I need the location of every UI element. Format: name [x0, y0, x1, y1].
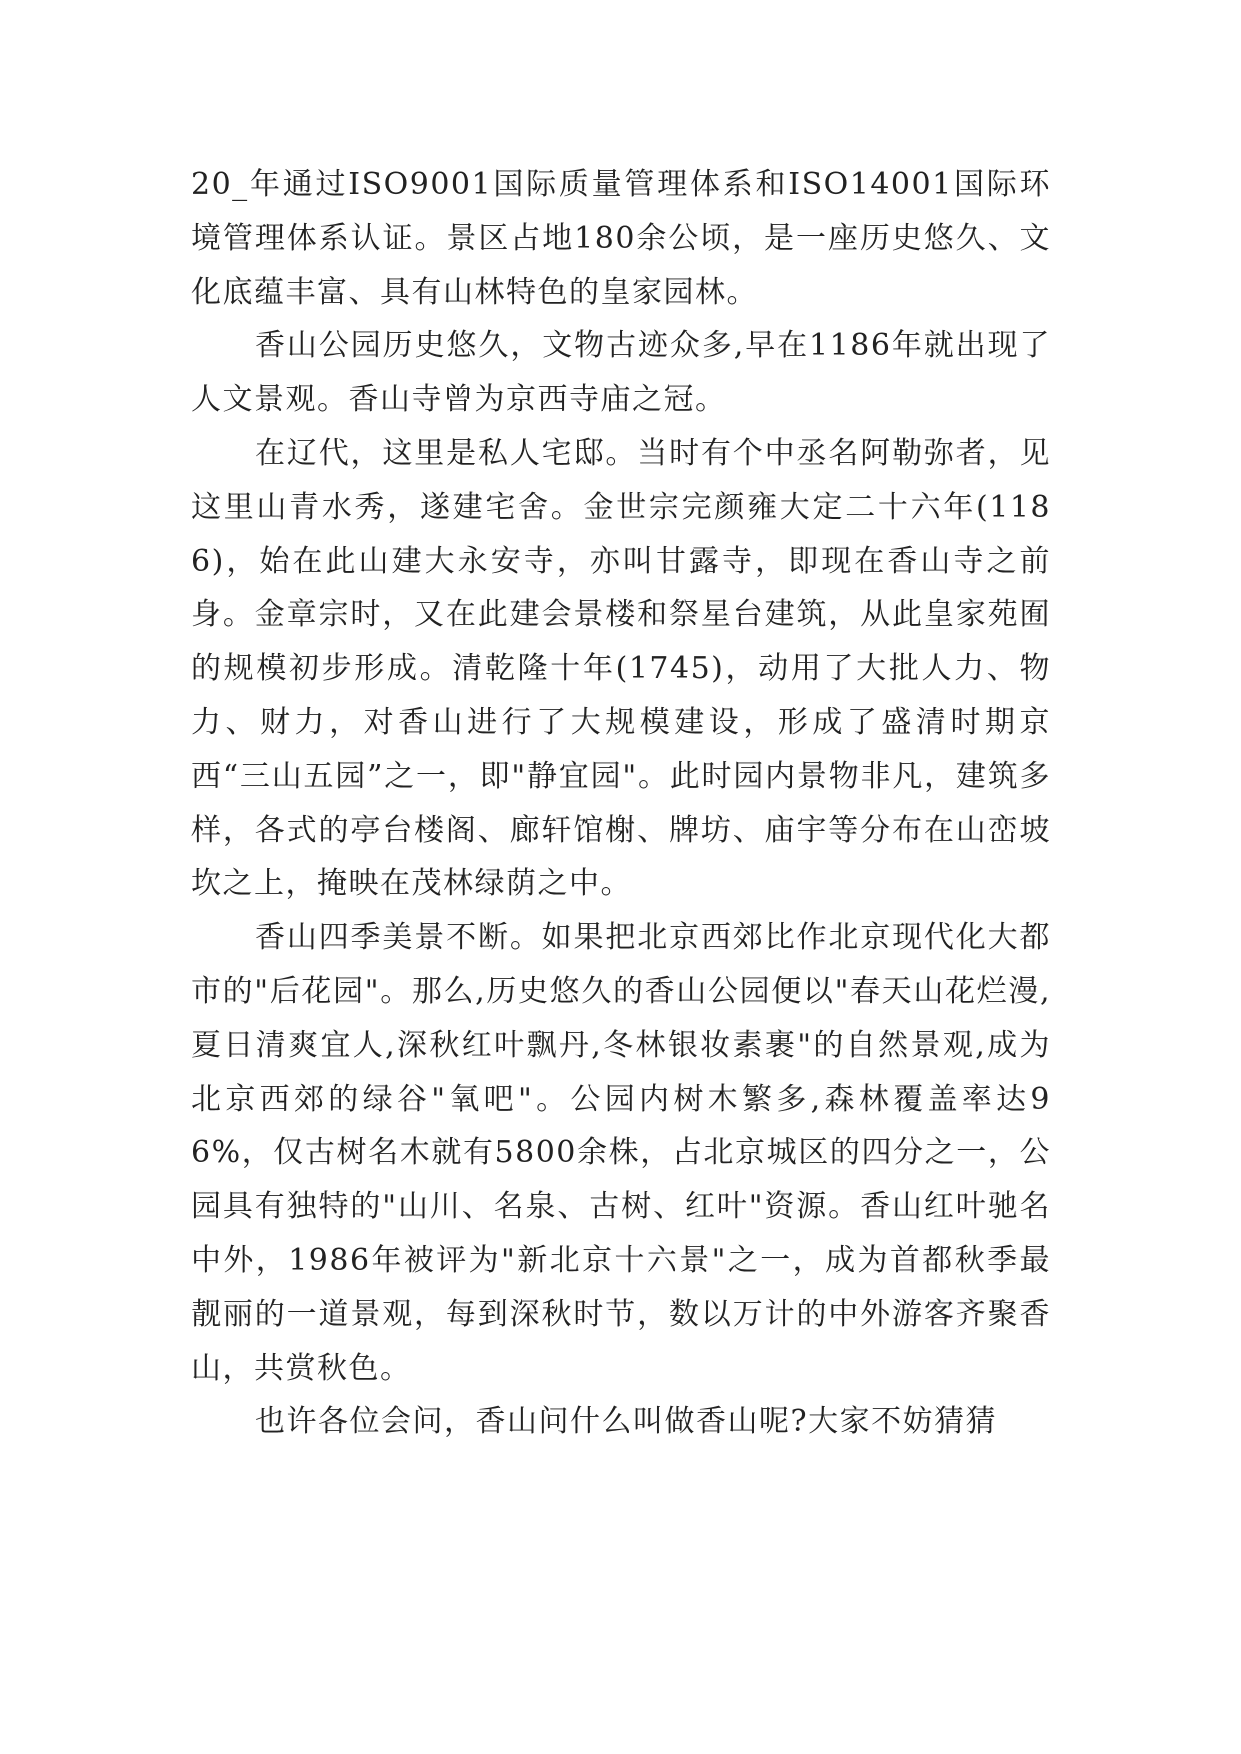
document-body	[191, 158, 1051, 1449]
paragraph-four-seasons: 香山四季美景不断。如果把北京西郊比作北京现代化大都市的"后花园"。那么,历史悠久的香山公园便以"春天山花烂漫,夏日清爽宜人,深秋红叶飘丹,冬林银妆素裹"的自然景观,成为北京西郊的绿谷"氧吧"。公园内树木繁多,森林覆盖率达96%，仅古树名木就有5800余株，占北京城区的四分之一，公园具有独特的"山川、名泉、古树、红叶"资源。香山红叶驰名中外，1986年被评为"新北京十六景"之一，成为首都秋季最靓丽的一道景观，每到深秋时节，数以万计的中外游客齐聚香山，共赏秋色。	[191, 920, 1051, 1386]
paragraph-history-intro: 香山公园历史悠久，文物古迹众多,早在1186年就出现了人文景观。香山寺曾为京西寺庙之冠。	[191, 328, 1051, 418]
paragraph-certification: 20_年通过ISO9001国际质量管理体系和ISO14001国际环境管理体系认证。景区占地180余公顷，是一座历史悠久、文化底蕴丰富、具有山林特色的皇家园林。	[191, 167, 1051, 310]
paragraph-liao-qing-history: 在辽代，这里是私人宅邸。当时有个中丞名阿勒弥者，见这里山青水秀，遂建宅舍。金世宗完颜雍大定二十六年(1186)，始在此山建大永安寺，亦叫甘露寺，即现在香山寺之前身。金章宗时，又在此建会景楼和祭星台建筑，从此皇家苑囿的规模初步形成。清乾隆十年(1745)，动用了大批人力、物力、财力，对香山进行了大规模建设，形成了盛清时期京西“三山五园”之一，即"静宜园"。此时园内景物非凡，建筑多样，各式的亭台楼阁、廊轩馆榭、牌坊、庙宇等分布在山峦坡坎之上，掩映在茂林绿荫之中。	[191, 435, 1051, 902]
paragraph-name-question: 也许各位会问，香山问什么叫做香山呢?大家不妨猜猜	[255, 1404, 998, 1440]
